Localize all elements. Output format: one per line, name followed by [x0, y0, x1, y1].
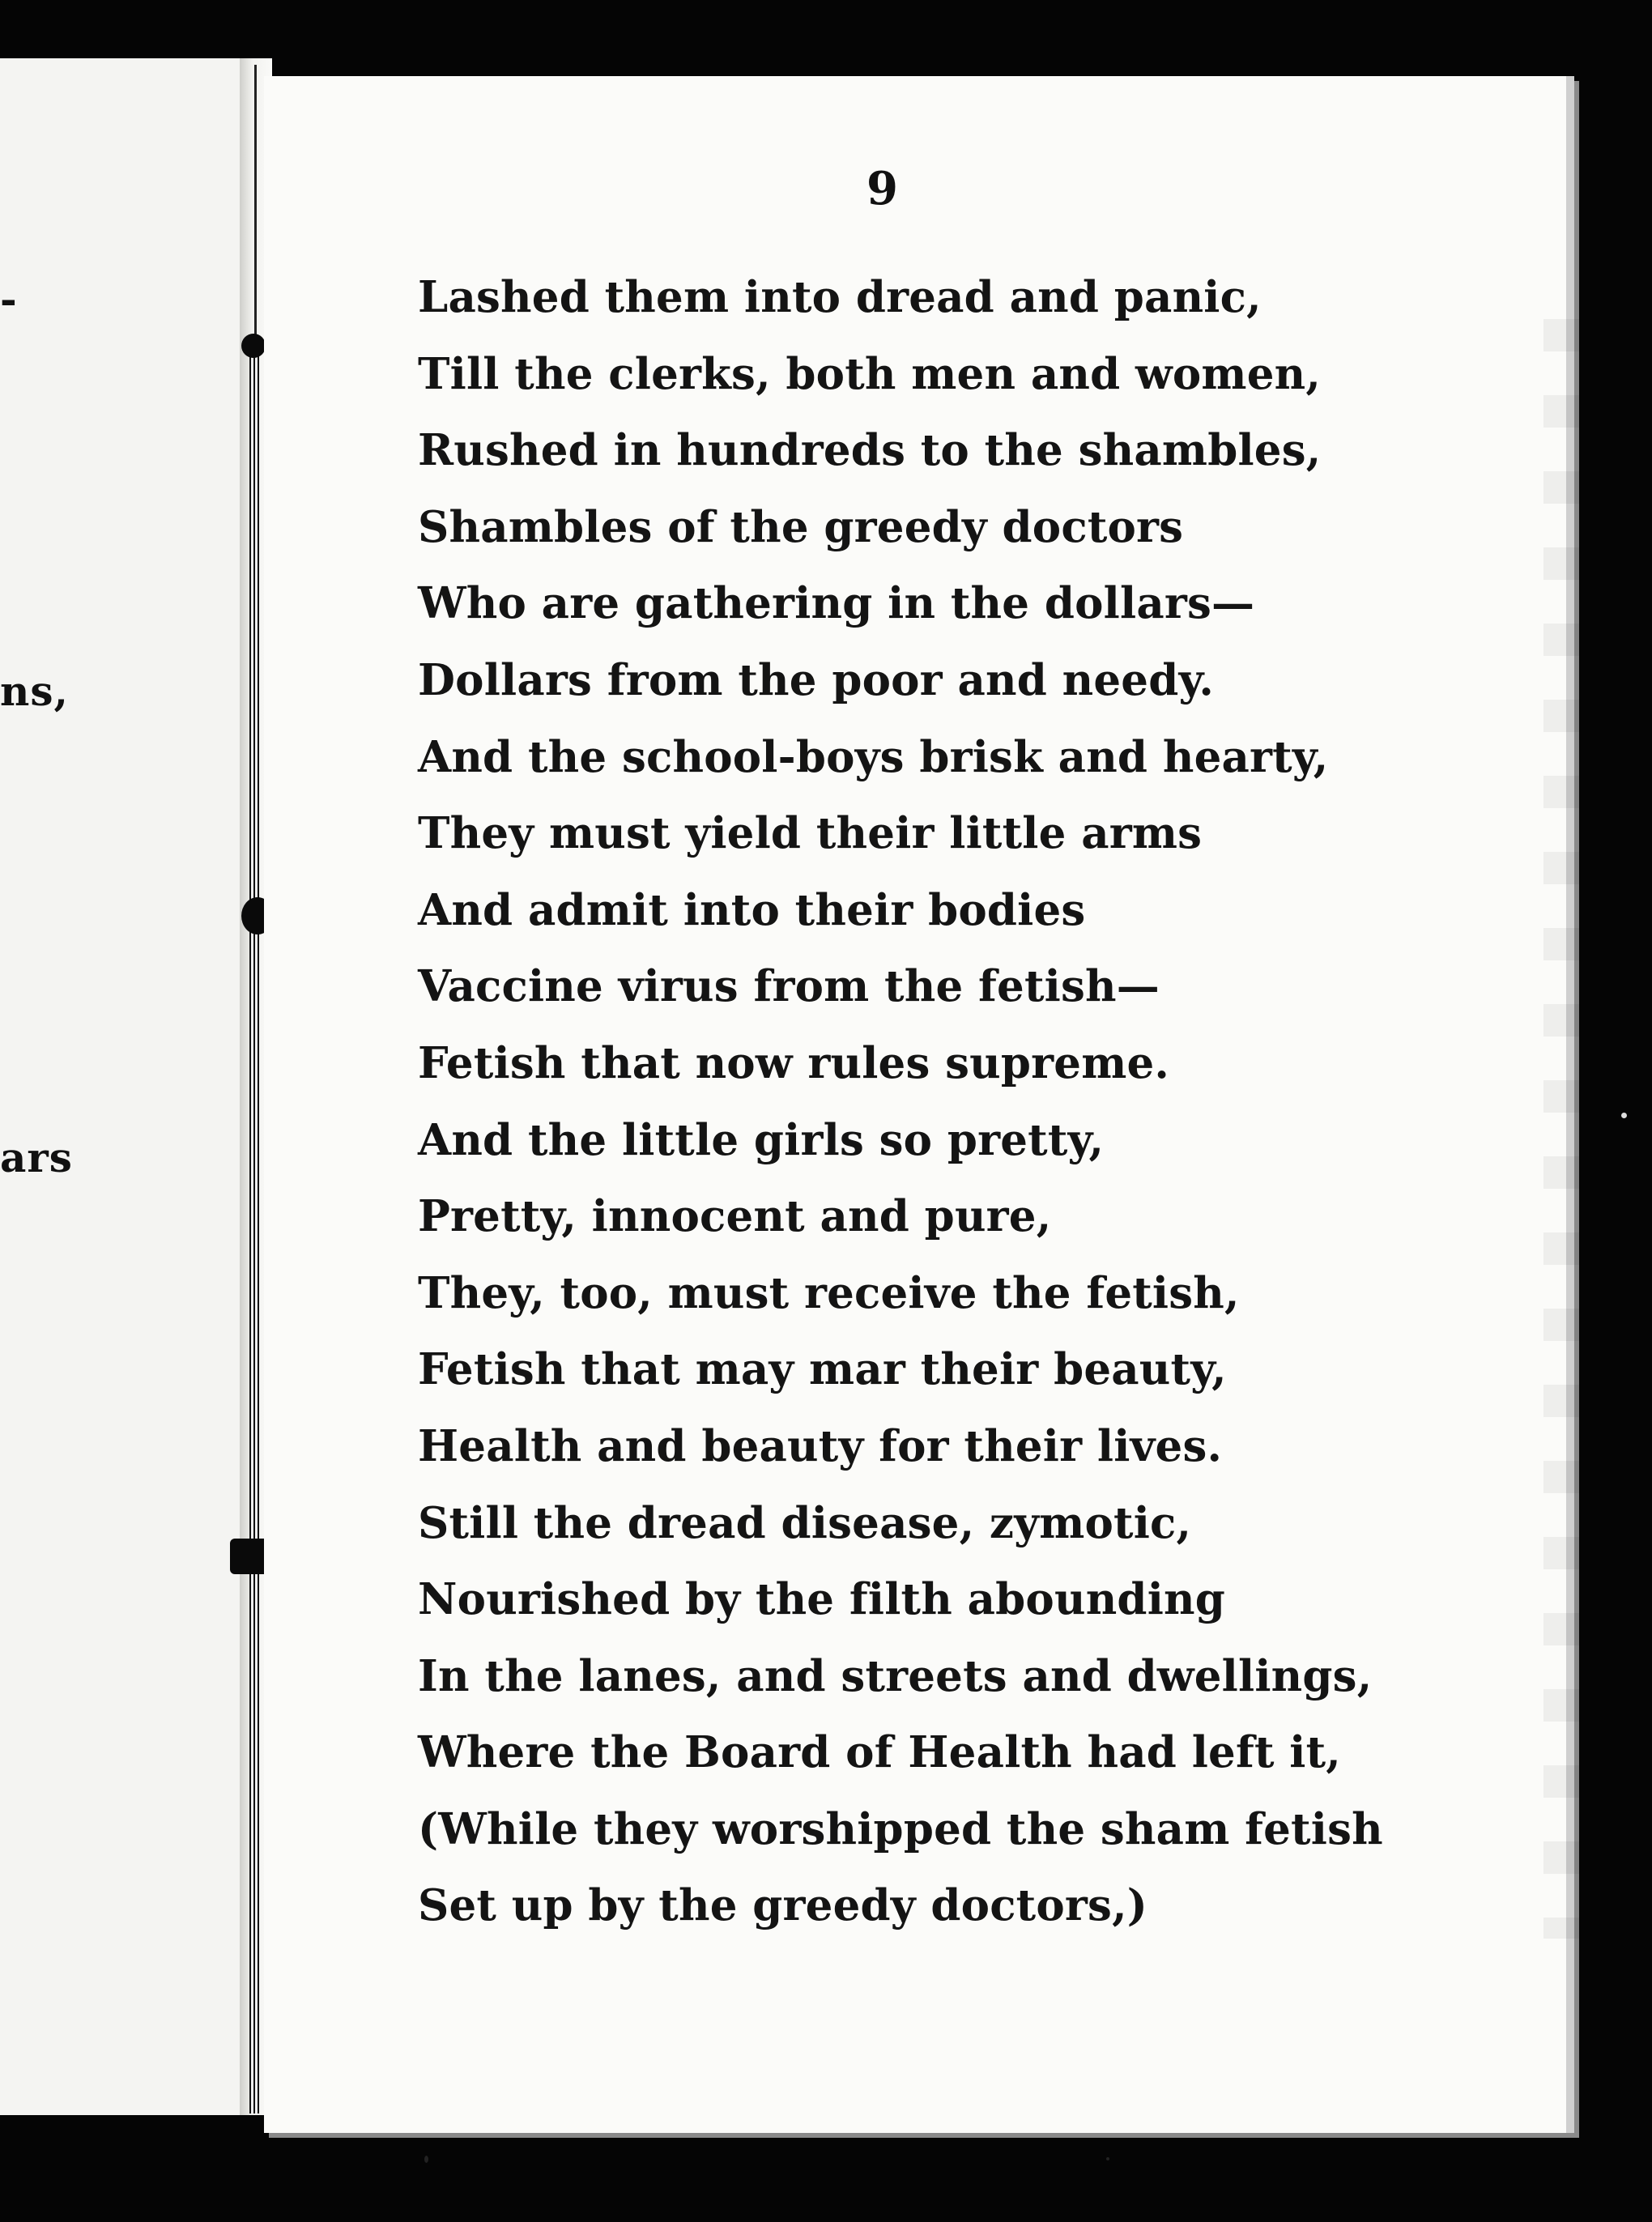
current-page: [264, 76, 1574, 2133]
scan-speck: [424, 2156, 428, 2163]
poem-line: Health and beauty for their lives.: [418, 1420, 1223, 1471]
poem-line: Set up by the greedy doctors,): [418, 1880, 1147, 1931]
previous-page-fragment: ars: [0, 1134, 73, 1181]
previous-page: [0, 58, 245, 2115]
previous-page-fragment: -: [0, 275, 18, 323]
page-number: 9: [866, 162, 898, 215]
poem-text: [418, 259, 1383, 1944]
binding-thread: [254, 65, 257, 364]
poem-line: Nourished by the filth abounding: [418, 1574, 1226, 1625]
scan-speck: [1621, 1113, 1627, 1118]
poem-line: Rushed in hundreds to the shambles,: [418, 425, 1322, 476]
poem-line: (While they worshipped the sham fetish: [418, 1803, 1383, 1854]
poem-line: Till the clerks, both men and women,: [418, 348, 1321, 399]
previous-page-fragment: ns,: [0, 667, 69, 715]
poem-line: And the school-boys brisk and hearty,: [418, 731, 1329, 782]
binding-thread: [249, 356, 259, 2113]
poem-line: Still the dread disease, zymotic,: [418, 1497, 1192, 1548]
poem-line: They must yield their little arms: [418, 808, 1203, 859]
poem-line: Fetish that may mar their beauty,: [418, 1344, 1227, 1395]
poem-line: Who are gathering in the dollars—: [418, 578, 1255, 629]
poem-line: They, too, must receive the fetish,: [418, 1267, 1240, 1318]
scan-speck: [1106, 2157, 1109, 2160]
binding-knot: [241, 334, 266, 358]
poem-line: Pretty, innocent and pure,: [418, 1191, 1052, 1242]
poem-line: And the little girls so pretty,: [418, 1114, 1105, 1165]
poem-line: Fetish that now rules supreme.: [418, 1037, 1170, 1088]
poem-line: Lashed them into dread and panic,: [418, 272, 1262, 322]
poem-line: In the lanes, and streets and dwellings,: [418, 1650, 1373, 1701]
poem-line: Dollars from the poor and needy.: [418, 654, 1215, 705]
show-through: [1543, 319, 1592, 1939]
poem-line: And admit into their bodies: [418, 884, 1086, 935]
poem-line: Vaccine virus from the fetish—: [418, 961, 1160, 1012]
poem-line: Shambles of the greedy doctors: [418, 501, 1184, 552]
poem-line: Where the Board of Health had left it,: [418, 1727, 1341, 1778]
